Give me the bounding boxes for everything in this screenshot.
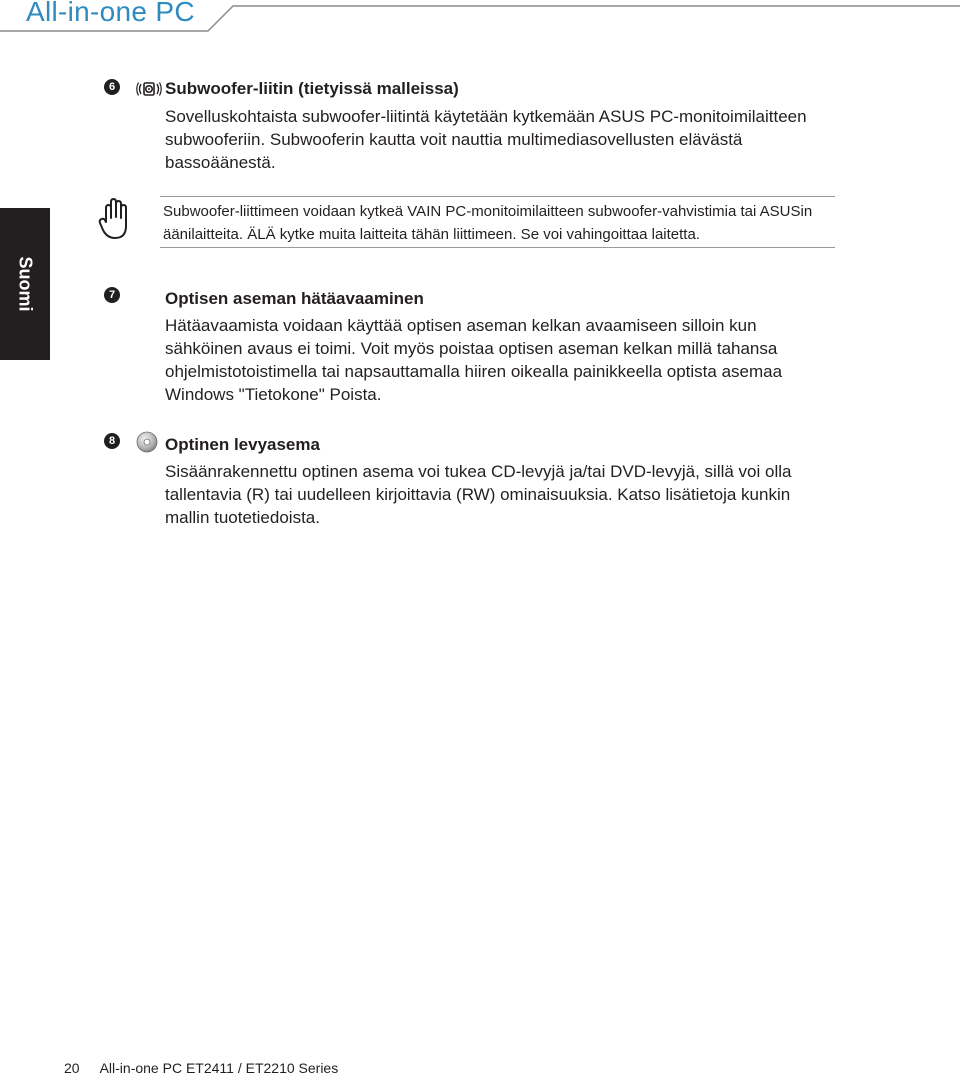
header-divider: [0, 0, 960, 40]
page-footer: [64, 1060, 358, 1076]
optical-disc-icon: [136, 431, 158, 453]
item-body: Hätäavaamista voidaan käyttää optisen aseman kelkan avaamiseen silloin kun sähköinen avaus ei toimi. Voit myös poistaa optisen aseman kelkan millä tahansa ohjelmistotoistimella tai napsauttamalla hiiren oikealla painikkeella optista asemaa Windows "Tietokone" Poista.: [165, 316, 783, 404]
item-title: Optinen levyasema: [165, 435, 320, 454]
footer-product-name: All-in-one PC ET2411 / ET2210 Series: [99, 1060, 339, 1076]
note-top-rule: [160, 196, 835, 197]
warning-hand-icon: [98, 196, 132, 242]
item-title: Optisen aseman hätäavaaminen: [165, 289, 424, 308]
item-number-badge: 6: [104, 79, 120, 95]
item-title: Subwoofer-liitin (tietyissä malleissa): [165, 79, 459, 98]
note-text: Subwoofer-liittimeen voidaan kytkeä VAIN PC-monitoimilaitteen subwoofer-vahvistimia tai ASUSin äänilaitteita. ÄLÄ kytke muita laitteita tähän liittimeen. Se voi vahingoittaa laitetta.: [163, 203, 813, 243]
subwoofer-icon: [136, 81, 162, 97]
note-bottom-rule: [160, 247, 835, 248]
page-header-title: All-in-one PC: [26, 0, 195, 27]
item-number-badge: 8: [104, 433, 120, 449]
language-side-tab-label: Suomi: [15, 256, 36, 312]
item-body: Sisäänrakennettu optinen asema voi tukea CD-levyjä ja/tai DVD-levyjä, sillä voi olla tallentavia (R) tai uudelleen kirjoittavia (RW) ominaisuuksia. Katso lisätietoja kunkin mallin tuotetiedoista.: [165, 462, 792, 527]
item-number-badge: 7: [104, 287, 120, 303]
page-number: 20: [64, 1060, 80, 1076]
item-body: Sovelluskohtaista subwoofer-liitintä käytetään kytkemään ASUS PC-monitoimilaitteen subwooferiin. Subwooferin kautta voit nauttia multimediasovellusten elävästä bassoäänestä.: [165, 107, 807, 172]
